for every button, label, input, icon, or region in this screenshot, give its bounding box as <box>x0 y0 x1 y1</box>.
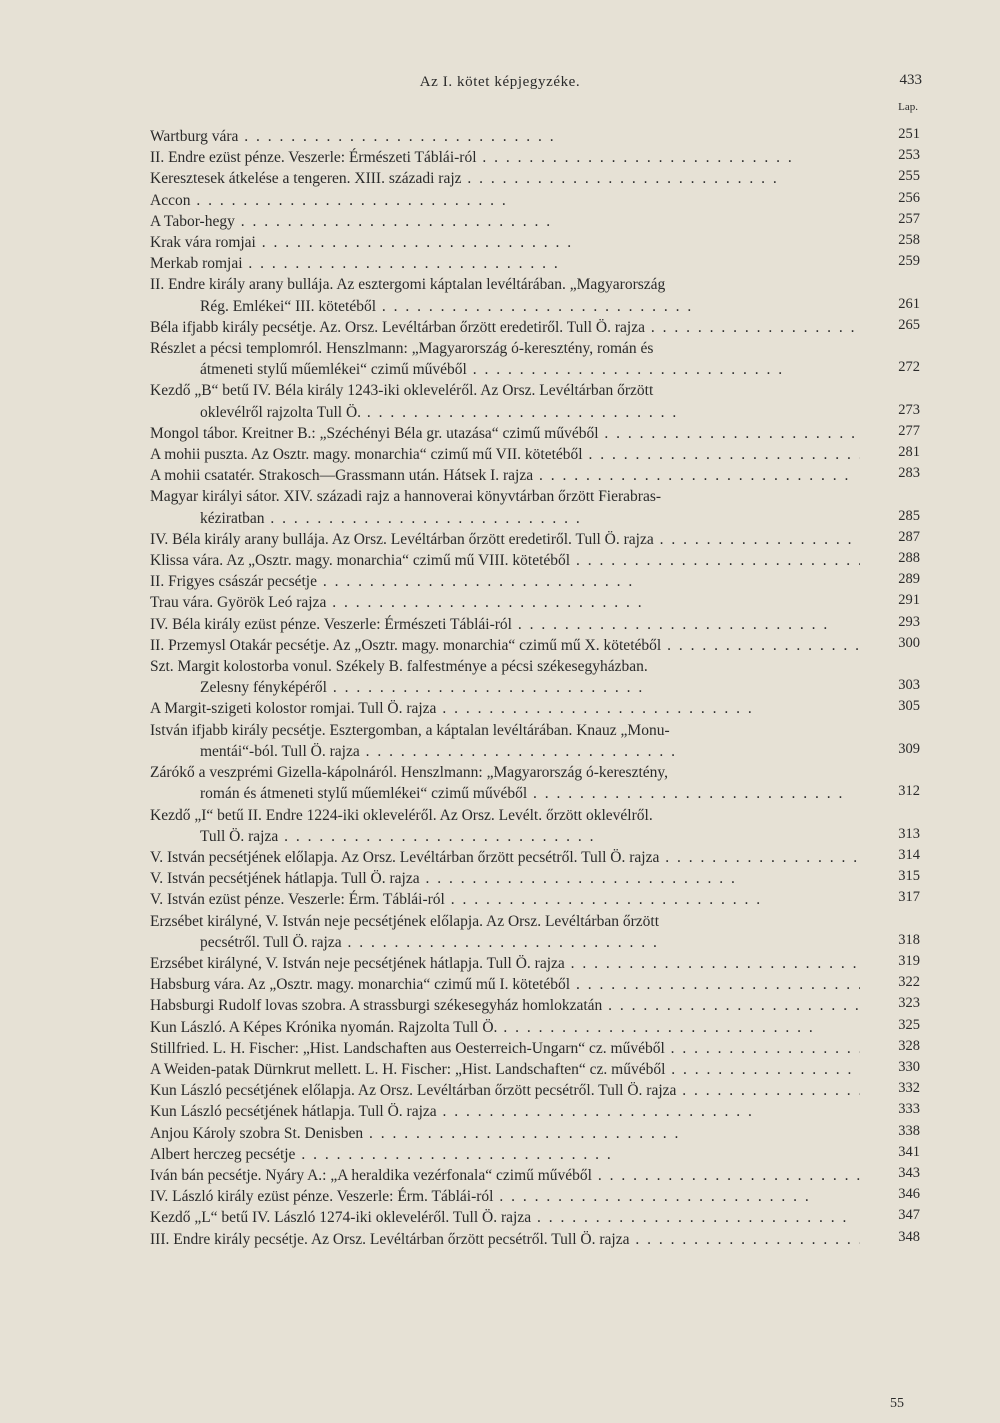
entry-page-number: 259 <box>898 253 920 270</box>
entry-caption-line: Trau vára. Györök Leó rajza . . <box>150 592 860 613</box>
entry-caption-line: Kezdő „B“ betű IV. Béla király 1243-iki okleveléről. Az Orsz. Levéltárban őrzött <box>150 382 654 400</box>
entry-caption-line: II. Frigyes császár pecsétje . . <box>150 571 860 592</box>
index-entry <box>150 1123 920 1144</box>
index-entry <box>150 232 920 253</box>
entry-caption-line: Keresztesek átkelése a tengeren. XIII. századi rajz . . <box>150 168 860 189</box>
entry-page-number: 309 <box>898 740 920 757</box>
index-entry <box>150 1186 920 1207</box>
index-entry <box>150 656 920 698</box>
entry-page-number: 343 <box>898 1164 920 1181</box>
entry-caption-line: Szt. Margit kolostorba vonul. Székely B. falfestménye a pécsi székesegyházban. <box>150 658 648 676</box>
entry-caption-line: V. István pecsétjének hátlapja. Tull Ö. rajza . . <box>150 868 860 889</box>
index-entry <box>150 1080 920 1101</box>
entry-caption-line: Kezdő „I“ betű II. Endre 1224-iki okleveléről. Az Orsz. Levélt. őrzött oklevélről. <box>150 806 653 824</box>
running-title: Az I. kötet képjegyzéke. <box>419 74 581 90</box>
index-entry <box>150 911 920 953</box>
index-entry <box>150 317 920 338</box>
entry-caption-line: Rég. Emlékei“ III. kötetéből . . <box>150 296 860 317</box>
entry-page-number: 318 <box>898 931 920 948</box>
entry-caption-line: Anjou Károly szobra St. Denisben . . <box>150 1123 860 1144</box>
entry-page-number: 312 <box>898 783 920 800</box>
entry-caption-line: mentái“-ból. Tull Ö. rajza . . <box>150 741 860 762</box>
entry-caption-line: Erzsébet királyné, V. István neje pecsétjének előlapja. Az Orsz. Levéltárban őrzött <box>150 912 660 930</box>
entry-page-number: 341 <box>898 1143 920 1160</box>
entry-page-number: 314 <box>898 846 920 863</box>
entry-page-number: 255 <box>898 168 920 185</box>
entry-caption-line: A mohii puszta. Az Osztr. magy. monarchia“ czimű mű VII. kötetéből . . <box>150 444 860 465</box>
entry-page-number: 323 <box>898 995 920 1012</box>
entry-page-number: 317 <box>898 889 920 906</box>
entry-caption-line: Béla ifjabb király pecsétje. Az. Orsz. Levéltárban őrzött eredetiről. Tull Ö. rajza . . <box>150 317 860 338</box>
entry-page-number: 277 <box>898 422 920 439</box>
entry-caption-line: A mohii csatatér. Strakosch—Grassmann után. Hátsek I. rajza . . <box>150 465 860 486</box>
entry-page-number: 332 <box>898 1080 920 1097</box>
entry-page-number: 251 <box>898 126 920 142</box>
entry-caption-line: Krak vára romjai . . <box>150 232 860 253</box>
entry-page-number: 257 <box>898 210 920 227</box>
index-entry <box>150 720 920 762</box>
entry-caption-line: pecsétről. Tull Ö. rajza . . <box>150 932 860 953</box>
entry-caption-line: Kezdő „L“ betű IV. László 1274-iki okleveléről. Tull Ö. rajza . . <box>150 1207 860 1228</box>
entry-caption-line: Kun László pecsétjének előlapja. Az Orsz. Levéltárban őrzött pecsétről. Tull Ö. rajza . . <box>150 1080 860 1101</box>
entry-page-number: 281 <box>898 444 920 461</box>
index-entry <box>150 1144 920 1165</box>
entry-caption-line: István ifjabb király pecsétje. Esztergomban, a káptalan levéltárában. Knauz „Monu- <box>150 721 670 739</box>
index-entry <box>150 1101 920 1122</box>
entry-caption-line: Habsburgi Rudolf lovas szobra. A strassburgi székesegyház homlokzatán . . <box>150 995 860 1016</box>
index-entry <box>150 147 920 168</box>
entry-caption-line: IV. Béla király arany bullája. Az Orsz. Levéltárban őrzött eredetiről. Tull Ö. rajza . . <box>150 529 860 550</box>
entry-page-number: 319 <box>898 952 920 969</box>
index-entry <box>150 995 920 1016</box>
index-entry <box>150 847 920 868</box>
entry-caption-line: átmeneti stylű műemlékei“ czimű művéből . . <box>150 359 860 380</box>
entry-page-number: 293 <box>898 613 920 630</box>
entry-page-number: 325 <box>898 1016 920 1033</box>
entry-page-number: 283 <box>898 465 920 482</box>
entry-page-number: 265 <box>898 316 920 333</box>
entry-caption-line: Magyar királyi sátor. XIV. századi rajz a hannoverai könyvtárban őrzött Fierabras- <box>150 488 662 506</box>
entry-caption-line: IV. László király ezüst pénze. Veszerle: Érm. Táblái-ról . . <box>150 1186 860 1207</box>
index-entry <box>150 338 920 380</box>
entry-caption-line: Iván bán pecsétje. Nyáry A.: „A heraldika vezérfonala“ czimű művéből . . <box>150 1165 860 1186</box>
entry-caption-line: Tull Ö. rajza . . <box>150 826 860 847</box>
index-entry <box>150 1207 920 1228</box>
entry-page-number: 300 <box>898 634 920 651</box>
entry-page-number: 348 <box>898 1228 920 1245</box>
index-entry <box>150 423 920 444</box>
index-entry <box>150 444 920 465</box>
entry-caption-line: Merkab romjai . . <box>150 253 860 274</box>
entry-caption-line: V. István pecsétjének előlapja. Az Orsz. Levéltárban őrzött pecsétről. Tull Ö. rajza . . <box>150 847 860 868</box>
index-entry <box>150 974 920 995</box>
entry-caption-line: Accon . . <box>150 190 860 211</box>
index-entry <box>150 698 920 719</box>
index-entry <box>150 1017 920 1038</box>
entry-page-number: 333 <box>898 1101 920 1118</box>
entry-caption-line: Albert herczeg pecsétje . . <box>150 1144 860 1165</box>
entry-page-number: 313 <box>898 825 920 842</box>
entry-page-number: 287 <box>898 528 920 545</box>
page-column-label: Lap. <box>898 101 918 113</box>
index-entry <box>150 889 920 910</box>
index-entry <box>150 868 920 889</box>
entry-caption-line: A Tabor-hegy . . <box>150 211 860 232</box>
entry-page-number: 253 <box>898 147 920 164</box>
entry-page-number: 272 <box>898 359 920 376</box>
index-entry <box>150 211 920 232</box>
entry-caption-line: II. Endre ezüst pénze. Veszerle: Érmészeti Táblái-ról . . <box>150 147 860 168</box>
index-entry <box>150 486 920 528</box>
index-entry <box>150 805 920 847</box>
index-entry <box>150 1165 920 1186</box>
index-entry <box>150 168 920 189</box>
index-entry <box>150 253 920 274</box>
entry-page-number: 328 <box>898 1037 920 1054</box>
index-entry <box>150 571 920 592</box>
entry-caption-line: Zelesny fényképéről . . <box>150 677 860 698</box>
entry-page-number: 291 <box>898 592 920 609</box>
entry-caption-line: Habsburg vára. Az „Osztr. magy. monarchia“ czimű mű I. kötetéből . . <box>150 974 860 995</box>
index-entry <box>150 1059 920 1080</box>
index-entry <box>150 953 920 974</box>
entry-page-number: 285 <box>898 507 920 524</box>
entry-page-number: 273 <box>898 401 920 418</box>
entry-caption-line: IV. Béla király ezüst pénze. Veszerle: Érmészeti Táblái-ról . . <box>150 614 860 635</box>
index-entry <box>150 126 920 147</box>
entry-caption-line: Zárókő a veszprémi Gizella-kápolnáról. Henszlmann: „Magyarország ó-keresztény, <box>150 764 669 782</box>
entry-page-number: 261 <box>898 295 920 312</box>
entry-caption-line: Kun László pecsétjének hátlapja. Tull Ö. rajza . . <box>150 1101 860 1122</box>
entry-page-number: 256 <box>898 189 920 206</box>
index-entry <box>150 274 920 316</box>
index-entry <box>150 592 920 613</box>
entry-caption-line: A Weiden-patak Dürnkrut mellett. L. H. Fischer: „Hist. Landschaften“ cz. művéből . . <box>150 1059 860 1080</box>
index-entry <box>150 380 920 422</box>
entry-page-number: 346 <box>898 1186 920 1203</box>
entry-caption-line: Részlet a pécsi templomról. Henszlmann: „Magyarország ó-keresztény, román és <box>150 340 654 358</box>
index-entry <box>150 1038 920 1059</box>
entry-caption-line: III. Endre király pecsétje. Az Orsz. Levéltárban őrzött pecsétről. Tull Ö. rajza . . <box>150 1229 860 1250</box>
entry-caption-line: román és átmeneti stylű műemlékei“ czimű művéből . . <box>150 783 860 804</box>
entry-caption-line: kéziratban . . <box>150 508 860 529</box>
entry-page-number: 305 <box>898 698 920 715</box>
entry-caption-line: Mongol tábor. Kreitner B.: „Széchényi Béla gr. utazása“ czimű művéből . . <box>150 423 860 444</box>
index-entry <box>150 529 920 550</box>
signature-mark: 55 <box>890 1396 904 1411</box>
entry-page-number: 258 <box>898 232 920 249</box>
entry-page-number: 289 <box>898 571 920 588</box>
entry-caption-line: V. István ezüst pénze. Veszerle: Érm. Táblái-ról . . <box>150 889 860 910</box>
entry-page-number: 288 <box>898 550 920 567</box>
entry-page-number: 347 <box>898 1207 920 1224</box>
index-entry <box>150 190 920 211</box>
index-entry <box>150 614 920 635</box>
entry-page-number: 315 <box>898 868 920 885</box>
illustration-index-list <box>150 126 920 1250</box>
entry-page-number: 330 <box>898 1058 920 1075</box>
entry-caption-line: Wartburg vára . . <box>150 126 860 147</box>
entry-caption-line: oklevélről rajzolta Tull Ö. . . <box>150 402 860 423</box>
index-entry <box>150 550 920 571</box>
entry-caption-line: Stillfried. L. H. Fischer: „Hist. Landschaften aus Oesterreich-Ungarn“ cz. művéből . . <box>150 1038 860 1059</box>
entry-page-number: 303 <box>898 677 920 694</box>
index-entry <box>150 762 920 804</box>
entry-caption-line: II. Endre király arany bullája. Az esztergomi káptalan levéltárában. „Magyarország <box>150 276 666 294</box>
index-entry <box>150 635 920 656</box>
entry-caption-line: Klissa vára. Az „Osztr. magy. monarchia“ czimű mű VIII. kötetéből . . <box>150 550 860 571</box>
index-entry <box>150 465 920 486</box>
page-number: 433 <box>899 72 922 88</box>
entry-caption-line: Erzsébet királyné, V. István neje pecsétjének hátlapja. Tull Ö. rajza . . <box>150 953 860 974</box>
entry-page-number: 322 <box>898 974 920 991</box>
entry-caption-line: A Margit-szigeti kolostor romjai. Tull Ö. rajza . . <box>150 698 860 719</box>
index-entry <box>150 1229 920 1250</box>
entry-caption-line: II. Przemysl Otakár pecsétje. Az „Osztr. magy. monarchia“ czimű mű X. kötetéből . . <box>150 635 860 656</box>
entry-caption-line: Kun László. A Képes Krónika nyomán. Rajzolta Tull Ö. . . <box>150 1017 860 1038</box>
entry-page-number: 338 <box>898 1122 920 1139</box>
